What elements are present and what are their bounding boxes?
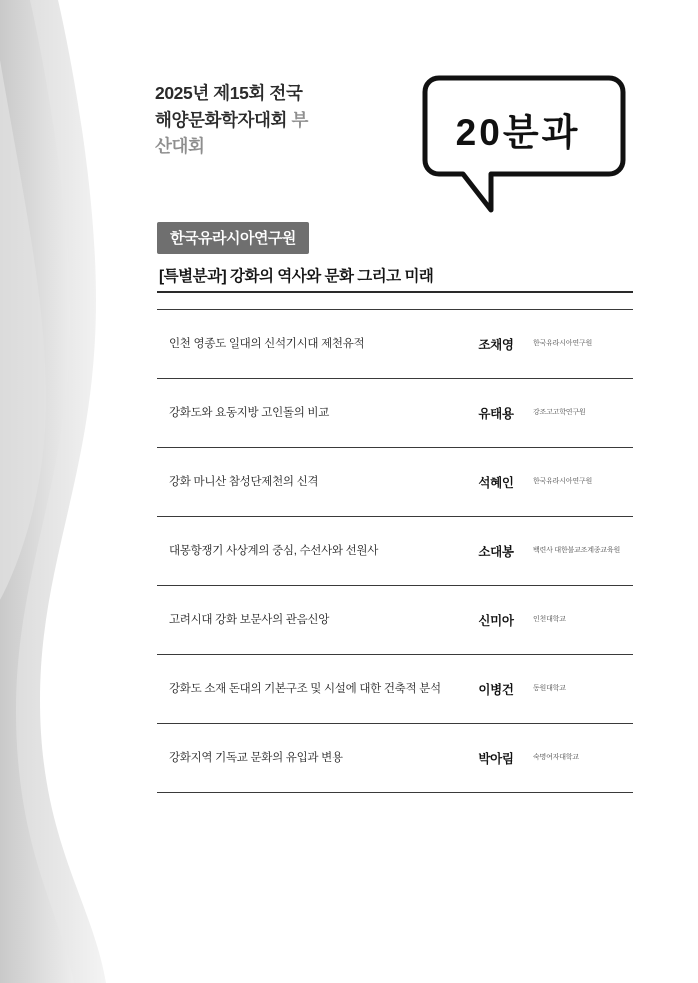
page-header xyxy=(155,80,635,220)
presentation-title: 대몽항쟁기 사상계의 중심, 수선사와 선원사 xyxy=(169,544,379,557)
presenter-affiliation: 백련사 대한불교조계종교육원 xyxy=(533,546,621,554)
list-item xyxy=(157,309,633,379)
presenter-affiliation: 한국유라시아연구원 xyxy=(533,339,593,347)
session-badge-bubble xyxy=(413,72,635,222)
list-item xyxy=(157,724,633,793)
presentation-title: 고려시대 강화 보문사의 관음신앙 xyxy=(169,613,330,626)
presenter-name: 신미아 xyxy=(478,614,514,628)
list-item xyxy=(157,655,633,724)
conference-title-line3b: 산대회 xyxy=(155,136,205,157)
session-number-label: 20분과 xyxy=(455,112,581,153)
presentation-title: 강화 마니산 참성단제천의 신격 xyxy=(169,475,319,488)
presenter-affiliation: 인천대학교 xyxy=(533,615,566,623)
presenter-name: 박아림 xyxy=(478,752,514,766)
decorative-swoosh xyxy=(0,0,120,983)
list-item xyxy=(157,379,633,448)
title-divider xyxy=(157,291,633,293)
presenter-name: 석혜인 xyxy=(478,476,514,490)
list-item xyxy=(157,586,633,655)
presenter-name: 조채영 xyxy=(478,338,514,352)
session-title: [특별분과] 강화의 역사와 문화 그리고 미래 xyxy=(159,268,434,285)
conference-title-line2: 해양문화학자대회 xyxy=(155,109,288,130)
presentation-title: 인천 영종도 일대의 신석기시대 제천유적 xyxy=(169,337,365,350)
list-item xyxy=(157,448,633,517)
presenter-affiliation: 동원대학교 xyxy=(533,684,566,692)
presenter-affiliation: 강조고고학연구원 xyxy=(533,408,586,416)
conference-title-line3a: 부 xyxy=(291,109,309,130)
presentation-title: 강화지역 기독교 문화의 유입과 변용 xyxy=(169,751,343,764)
presentation-title: 강화도 소재 돈대의 기본구조 및 시설에 대한 건축적 분석 xyxy=(169,682,441,695)
presentation-title: 강화도와 요동지방 고인돌의 비교 xyxy=(169,406,330,419)
presentation-list xyxy=(157,309,633,793)
presenter-name: 유태용 xyxy=(478,407,514,421)
conference-title xyxy=(155,80,455,160)
presenter-affiliation: 한국유라시아연구원 xyxy=(533,477,593,485)
list-item xyxy=(157,517,633,586)
presenter-affiliation: 숙명여자대학교 xyxy=(533,753,579,761)
institute-tag: 한국유라시아연구원 xyxy=(157,222,309,254)
conference-title-line1: 2025년 제15회 전국 xyxy=(155,83,303,103)
presenter-name: 이병건 xyxy=(478,683,514,697)
presenter-name: 소대봉 xyxy=(478,545,514,559)
